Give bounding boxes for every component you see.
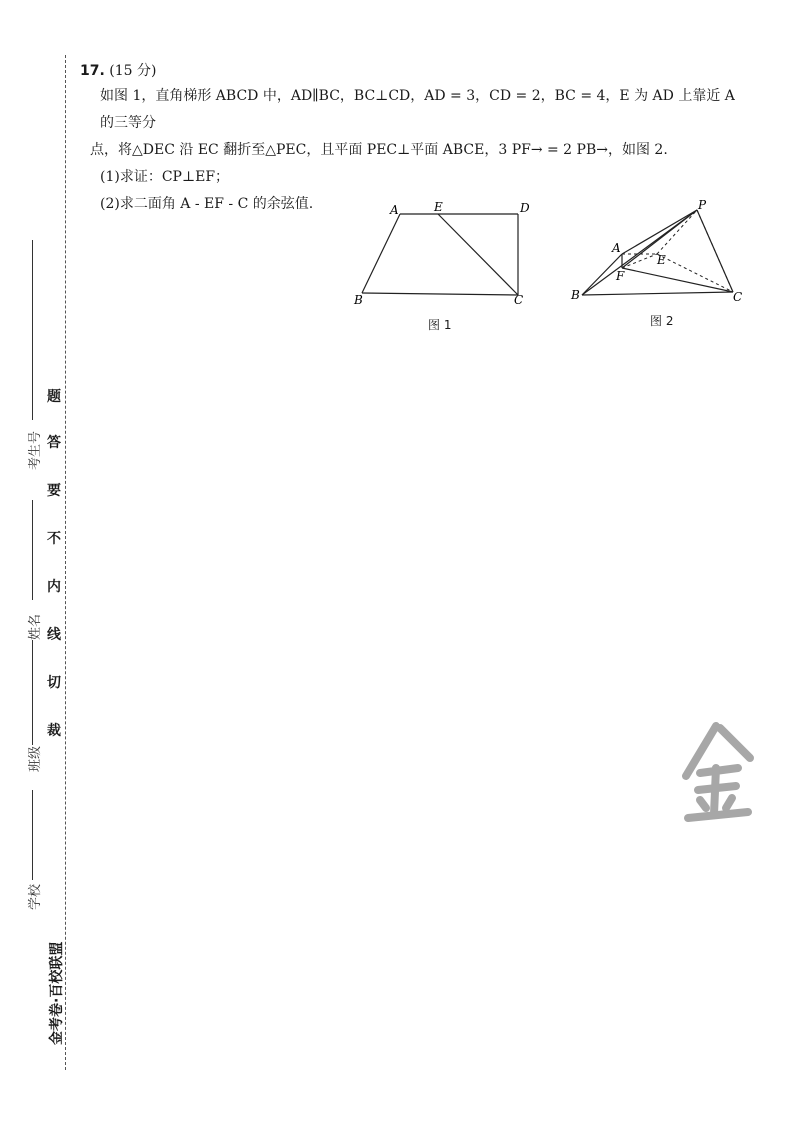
warning-char: 不 xyxy=(47,531,61,547)
question-stem-line2: 点，将△DEC 沿 EC 翻折至△PEC，且平面 PEC⊥平面 ABCE，3 PF→ = 2 PB→，如图 2. xyxy=(90,142,668,158)
brand-text: 金考卷·百校联盟 xyxy=(49,941,65,1045)
warning-char: 要 xyxy=(47,483,61,499)
binding-dashed-line xyxy=(65,55,66,1070)
figure-1-svg xyxy=(350,200,540,310)
warning-char: 裁 xyxy=(47,723,61,739)
school-blank xyxy=(32,790,33,880)
warning-char: 线 xyxy=(47,627,61,643)
figure-1-caption: 图 1 xyxy=(428,318,452,332)
question-stem-line1: 如图 1，直角梯形 ABCD 中，AD∥BC，BC⊥CD，AD = 3，CD = 2，BC = 4，E 为 AD 上靠近 A 的三等分 xyxy=(100,88,735,131)
question-header xyxy=(80,60,156,80)
seal-watermark xyxy=(678,718,758,828)
question-part1: (1)求证：CP⊥EF； xyxy=(100,169,230,185)
warning-char: 题 xyxy=(47,389,61,405)
question-points: (15 分) xyxy=(109,63,157,79)
question-number: 17. xyxy=(80,63,105,79)
fig2-label-f: F xyxy=(616,269,625,283)
warning-char: 切 xyxy=(47,675,61,691)
fig1-label-b: B xyxy=(354,293,363,307)
warning-char: 内 xyxy=(47,579,61,595)
name-blank xyxy=(32,500,33,600)
warning-char: 答 xyxy=(47,435,61,451)
name-label: 姓名 xyxy=(28,613,43,640)
figure-2-svg xyxy=(565,198,750,310)
fig2-label-p: P xyxy=(698,198,707,212)
fig1-label-e: E xyxy=(434,200,443,214)
fig2-label-e: E xyxy=(657,253,666,267)
fig1-label-d: D xyxy=(520,201,530,215)
fig2-label-b: B xyxy=(571,288,580,302)
fig2-label-a: A xyxy=(612,241,621,255)
figure-2 xyxy=(565,198,750,310)
class-label: 班级 xyxy=(28,745,43,772)
fig1-label-c: C xyxy=(514,293,524,307)
exam-id-label: 考生号 xyxy=(28,430,43,470)
class-blank xyxy=(32,640,33,745)
figure-1 xyxy=(350,200,540,310)
exam-id-blank xyxy=(32,240,33,420)
figure-2-caption: 图 2 xyxy=(650,314,674,328)
fig1-label-a: A xyxy=(390,203,399,217)
question-part2: (2)求二面角 A - EF - C 的余弦值. xyxy=(100,196,314,212)
seal-watermark-icon xyxy=(678,718,758,828)
fig2-label-c: C xyxy=(733,290,743,304)
school-label: 学校 xyxy=(28,883,43,910)
